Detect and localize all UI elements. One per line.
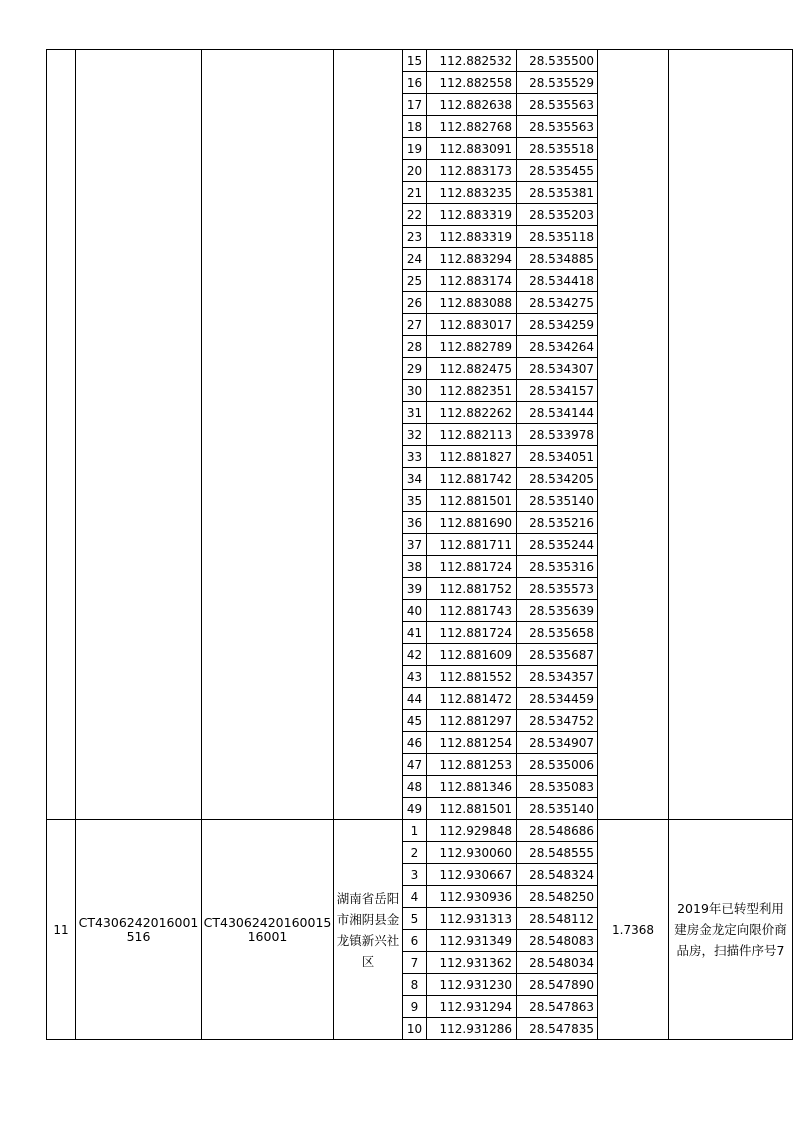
point-number-cell: 40 — [403, 600, 427, 622]
note-cell — [669, 50, 793, 820]
latitude-cell: 28.535639 — [517, 600, 598, 622]
latitude-cell: 28.535658 — [517, 622, 598, 644]
point-number-cell: 8 — [403, 974, 427, 996]
longitude-cell: 112.930667 — [427, 864, 517, 886]
latitude-cell: 28.535381 — [517, 182, 598, 204]
latitude-cell: 28.548555 — [517, 842, 598, 864]
longitude-cell: 112.881743 — [427, 600, 517, 622]
latitude-cell: 28.534357 — [517, 666, 598, 688]
latitude-cell: 28.535687 — [517, 644, 598, 666]
point-number-cell: 42 — [403, 644, 427, 666]
latitude-cell: 28.535518 — [517, 138, 598, 160]
point-number-cell: 28 — [403, 336, 427, 358]
longitude-cell: 112.881724 — [427, 556, 517, 578]
point-number-cell: 33 — [403, 446, 427, 468]
point-number-cell: 18 — [403, 116, 427, 138]
point-number-cell: 26 — [403, 292, 427, 314]
point-number-cell: 25 — [403, 270, 427, 292]
longitude-cell: 112.881501 — [427, 798, 517, 820]
point-number-cell: 35 — [403, 490, 427, 512]
point-number-cell: 16 — [403, 72, 427, 94]
longitude-cell: 112.931286 — [427, 1018, 517, 1040]
latitude-cell: 28.548324 — [517, 864, 598, 886]
point-number-cell: 2 — [403, 842, 427, 864]
longitude-cell: 112.883091 — [427, 138, 517, 160]
longitude-cell: 112.881472 — [427, 688, 517, 710]
point-number-cell: 22 — [403, 204, 427, 226]
point-number-cell: 23 — [403, 226, 427, 248]
point-number-cell: 6 — [403, 930, 427, 952]
point-number-cell: 24 — [403, 248, 427, 270]
longitude-cell: 112.930936 — [427, 886, 517, 908]
longitude-cell: 112.881501 — [427, 490, 517, 512]
seq-cell: 11 — [47, 820, 76, 1040]
longitude-cell: 112.883017 — [427, 314, 517, 336]
latitude-cell: 28.535529 — [517, 72, 598, 94]
point-number-cell: 41 — [403, 622, 427, 644]
latitude-cell: 28.534275 — [517, 292, 598, 314]
point-number-cell: 44 — [403, 688, 427, 710]
longitude-cell: 112.929848 — [427, 820, 517, 842]
location-cell — [334, 50, 403, 820]
longitude-cell: 112.882113 — [427, 424, 517, 446]
longitude-cell: 112.881346 — [427, 776, 517, 798]
longitude-cell: 112.931349 — [427, 930, 517, 952]
latitude-cell: 28.533978 — [517, 424, 598, 446]
latitude-cell: 28.548686 — [517, 820, 598, 842]
point-number-cell: 36 — [403, 512, 427, 534]
point-number-cell: 21 — [403, 182, 427, 204]
longitude-cell: 112.882638 — [427, 94, 517, 116]
longitude-cell: 112.883174 — [427, 270, 517, 292]
parcel-code-cell — [76, 50, 202, 820]
latitude-cell: 28.535500 — [517, 50, 598, 72]
latitude-cell: 28.534885 — [517, 248, 598, 270]
point-number-cell: 27 — [403, 314, 427, 336]
longitude-cell: 112.882532 — [427, 50, 517, 72]
point-number-cell: 32 — [403, 424, 427, 446]
point-number-cell: 15 — [403, 50, 427, 72]
area-cell: 1.7368 — [598, 820, 669, 1040]
latitude-cell: 28.534264 — [517, 336, 598, 358]
point-number-cell: 43 — [403, 666, 427, 688]
latitude-cell: 28.548112 — [517, 908, 598, 930]
point-number-cell: 9 — [403, 996, 427, 1018]
point-number-cell: 1 — [403, 820, 427, 842]
point-number-cell: 19 — [403, 138, 427, 160]
latitude-cell: 28.534157 — [517, 380, 598, 402]
note-cell: 2019年已转型利用建房金龙定向限价商品房，扫描件序号7 — [669, 820, 793, 1040]
area-cell — [598, 50, 669, 820]
seq-cell — [47, 50, 76, 820]
longitude-cell: 112.881711 — [427, 534, 517, 556]
point-number-cell: 20 — [403, 160, 427, 182]
longitude-cell: 112.881254 — [427, 732, 517, 754]
point-number-cell: 31 — [403, 402, 427, 424]
longitude-cell: 112.883235 — [427, 182, 517, 204]
latitude-cell: 28.548083 — [517, 930, 598, 952]
longitude-cell: 112.881552 — [427, 666, 517, 688]
point-number-cell: 30 — [403, 380, 427, 402]
longitude-cell: 112.931294 — [427, 996, 517, 1018]
parcel-code-cell: CT4306242016001516 — [76, 820, 202, 1040]
latitude-cell: 28.535006 — [517, 754, 598, 776]
point-number-cell: 37 — [403, 534, 427, 556]
latitude-cell: 28.534752 — [517, 710, 598, 732]
longitude-cell: 112.930060 — [427, 842, 517, 864]
latitude-cell: 28.548034 — [517, 952, 598, 974]
longitude-cell: 112.883294 — [427, 248, 517, 270]
longitude-cell: 112.881253 — [427, 754, 517, 776]
longitude-cell: 112.881724 — [427, 622, 517, 644]
point-number-cell: 7 — [403, 952, 427, 974]
longitude-cell: 112.882262 — [427, 402, 517, 424]
latitude-cell: 28.534259 — [517, 314, 598, 336]
point-number-cell: 29 — [403, 358, 427, 380]
table-row — [47, 820, 793, 842]
latitude-cell: 28.534051 — [517, 446, 598, 468]
longitude-cell: 112.881609 — [427, 644, 517, 666]
latitude-cell: 28.535083 — [517, 776, 598, 798]
point-number-cell: 45 — [403, 710, 427, 732]
latitude-cell: 28.535455 — [517, 160, 598, 182]
latitude-cell: 28.534459 — [517, 688, 598, 710]
sub-code-cell: CT4306242016001516001 — [202, 820, 334, 1040]
latitude-cell: 28.535573 — [517, 578, 598, 600]
point-number-cell: 10 — [403, 1018, 427, 1040]
table-row — [47, 50, 793, 72]
longitude-cell: 112.882768 — [427, 116, 517, 138]
point-number-cell: 17 — [403, 94, 427, 116]
latitude-cell: 28.547890 — [517, 974, 598, 996]
point-number-cell: 4 — [403, 886, 427, 908]
longitude-cell: 112.881752 — [427, 578, 517, 600]
latitude-cell: 28.535563 — [517, 116, 598, 138]
latitude-cell: 28.534418 — [517, 270, 598, 292]
longitude-cell: 112.881690 — [427, 512, 517, 534]
point-number-cell: 46 — [403, 732, 427, 754]
longitude-cell: 112.882475 — [427, 358, 517, 380]
point-number-cell: 5 — [403, 908, 427, 930]
longitude-cell: 112.931230 — [427, 974, 517, 996]
longitude-cell: 112.882789 — [427, 336, 517, 358]
latitude-cell: 28.535140 — [517, 490, 598, 512]
point-number-cell: 38 — [403, 556, 427, 578]
longitude-cell: 112.883088 — [427, 292, 517, 314]
longitude-cell: 112.881827 — [427, 446, 517, 468]
latitude-cell: 28.535203 — [517, 204, 598, 226]
latitude-cell: 28.534907 — [517, 732, 598, 754]
point-number-cell: 39 — [403, 578, 427, 600]
point-number-cell: 34 — [403, 468, 427, 490]
latitude-cell: 28.535216 — [517, 512, 598, 534]
point-number-cell: 3 — [403, 864, 427, 886]
latitude-cell: 28.547863 — [517, 996, 598, 1018]
point-number-cell: 48 — [403, 776, 427, 798]
longitude-cell: 112.881297 — [427, 710, 517, 732]
point-number-cell: 47 — [403, 754, 427, 776]
latitude-cell: 28.535563 — [517, 94, 598, 116]
latitude-cell: 28.535316 — [517, 556, 598, 578]
latitude-cell: 28.535140 — [517, 798, 598, 820]
latitude-cell: 28.535118 — [517, 226, 598, 248]
latitude-cell: 28.534144 — [517, 402, 598, 424]
sub-code-cell — [202, 50, 334, 820]
longitude-cell: 112.881742 — [427, 468, 517, 490]
latitude-cell: 28.535244 — [517, 534, 598, 556]
longitude-cell: 112.883173 — [427, 160, 517, 182]
latitude-cell: 28.534307 — [517, 358, 598, 380]
longitude-cell: 112.931362 — [427, 952, 517, 974]
longitude-cell: 112.882558 — [427, 72, 517, 94]
longitude-cell: 112.883319 — [427, 204, 517, 226]
location-cell: 湖南省岳阳市湘阴县金龙镇新兴社区 — [334, 820, 403, 1040]
latitude-cell: 28.548250 — [517, 886, 598, 908]
latitude-cell: 28.547835 — [517, 1018, 598, 1040]
longitude-cell: 112.882351 — [427, 380, 517, 402]
point-number-cell: 49 — [403, 798, 427, 820]
longitude-cell: 112.883319 — [427, 226, 517, 248]
longitude-cell: 112.931313 — [427, 908, 517, 930]
latitude-cell: 28.534205 — [517, 468, 598, 490]
land-parcel-coordinate-table — [46, 49, 793, 1040]
